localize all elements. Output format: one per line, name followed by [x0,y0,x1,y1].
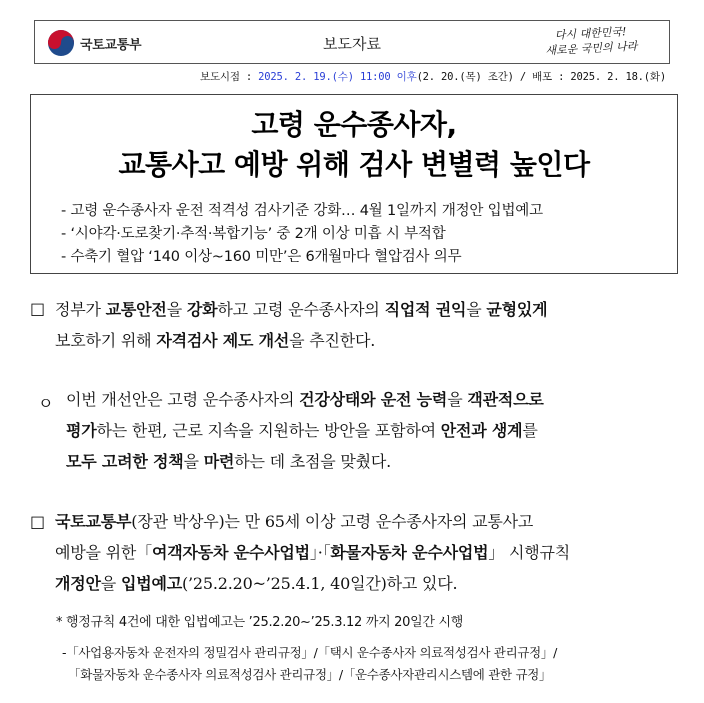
release-label: 보도시점 : [200,71,259,83]
paragraph-line: 모두 고려한 정책을 마련하는 데 초점을 맞췄다. [66,452,392,471]
headline [31,105,677,185]
header-box [34,20,670,64]
summary-points [61,200,543,269]
paragraph-line: 국토교통부(장관 박상우)는 만 65세 이상 고령 운수종사자의 교통사고 [55,512,534,531]
paragraph-line: 예방을 위한「여객자동차 운수사업법」·「화물자동차 운수사업법」 시행규칙 [55,543,571,562]
distribution-date: / 배포 : 2025. 2. 18.(화) [513,71,666,83]
ministry-name: 국토교통부 [80,37,142,53]
paragraph-line: 정부가 교통안전을 강화하고 고령 운수종사자의 직업적 권익을 균형있게 [55,300,548,319]
square-bullet: □ [30,299,46,318]
release-info [200,69,666,84]
summary-point: - 수축기 혈압 ‘140 이상~160 미만’은 6개월마다 혈압검사 의무 [61,249,462,265]
paragraph-line: 이번 개선안은 고령 운수종사자의 건강상태와 운전 능력을 객관적으로 [66,390,544,409]
paragraph-3 [55,506,570,599]
headline-box [30,94,678,274]
square-bullet: □ [30,512,46,531]
paragraph-line: 보호하기 위해 자격검사 제도 개선을 추진한다. [55,331,376,350]
headline-line-1: 고령 운수종사자, [251,108,457,141]
embargo-time: 2025. 2. 19.(수) 11:00 이후 [258,71,417,83]
paragraph-2 [66,384,544,477]
regulation-list [62,642,557,686]
embargo-paper: (2. 20.(목) 조간) [416,71,514,83]
document-type: 보도자료 [323,35,381,53]
circle-bullet: ㅇ [38,394,54,413]
regulation-line: 「화물자동차 운수종사자 의료적성검사 관리규정」/「운수종사자관리시스템에 관한 규정」 [68,667,552,682]
regulation-line: -「사업용자동차 운전자의 정밀검사 관리규정」/「택시 운수종사자 의료적성검사 관리규정」/ [62,645,558,660]
paragraph-line: 평가하는 한편, 근로 지속을 지원하는 방안을 포함하여 안전과 생계를 [66,421,538,440]
paragraph-line: 개정안을 입법예고(’25.2.20~’25.4.1, 40일간)하고 있다. [55,574,458,593]
summary-point: - ‘시야각·도로찾기·추적·복합기능’ 중 2개 이상 미흡 시 부적합 [61,226,446,242]
slogan-logo: 다시 대한민국! 새로운 국민의 나라 [545,25,638,58]
summary-point: - 고령 운수종사자 운전 적격성 검사기준 강화… 4월 1일까지 개정안 입법예고 [61,203,543,219]
footnote: * 행정규칙 4건에 대한 입법예고는 ’25.2.20~’25.3.12 까지 20일간 시행 [56,615,463,630]
paragraph-1 [55,294,547,356]
headline-line-2: 교통사고 예방 위해 검사 변별력 높인다 [118,148,590,181]
